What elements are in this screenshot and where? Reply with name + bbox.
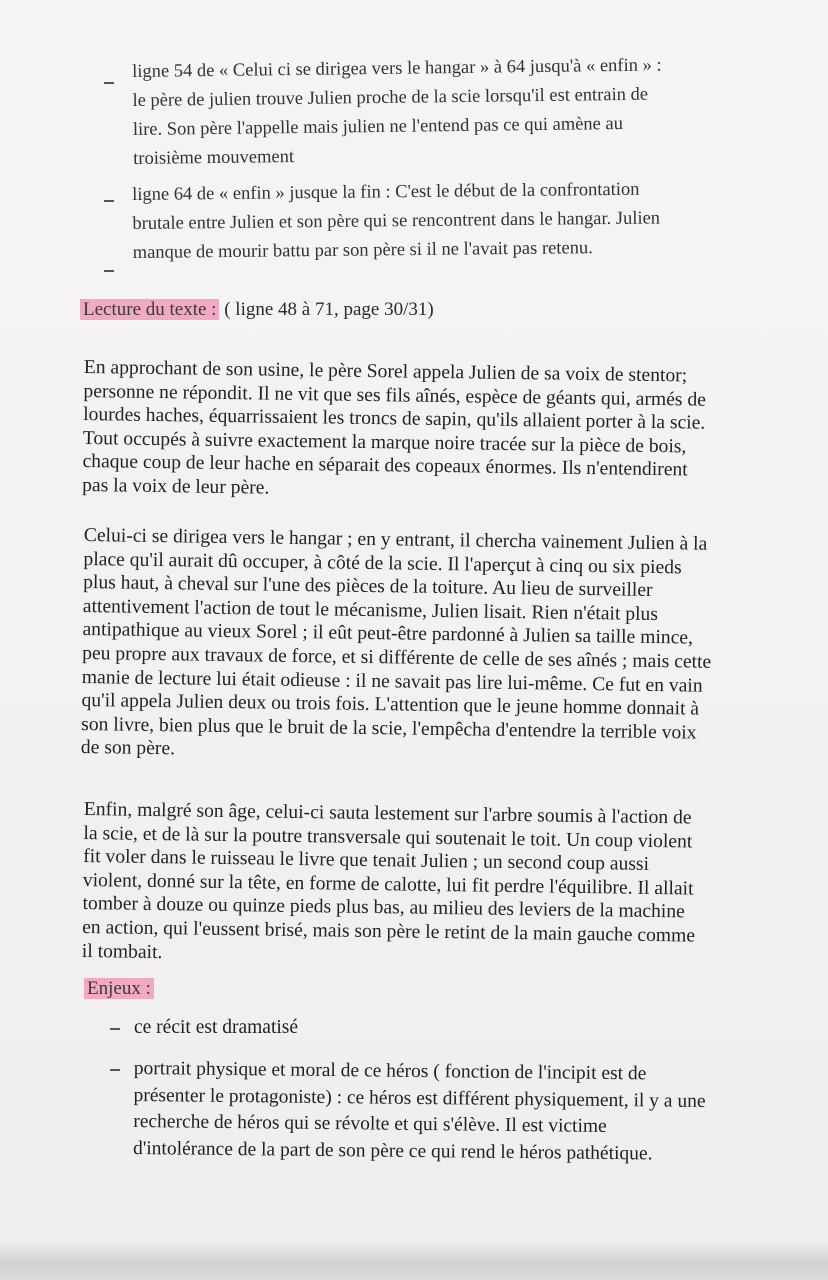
movement-line: troisième mouvement (133, 147, 295, 169)
passage-paragraph (80, 524, 764, 760)
dash-icon (110, 1028, 120, 1030)
movement-item (132, 181, 772, 268)
passage-line: place qu'il aurait dû occuper, à côté de la scie. Il l'aperçut à cinq ou six pieds (83, 548, 682, 578)
passage-line: il tombait. (81, 940, 163, 963)
dash-icon (110, 1069, 120, 1071)
scan-bottom-edge (0, 1242, 828, 1280)
passage-line: En approchant de son usine, le père Sorel appela Julien de sa voix de stentor; (83, 356, 688, 387)
passage-line: pas la voix de leur père. (82, 474, 270, 499)
reading-heading (80, 296, 434, 324)
passage-line: attentivement l'action de tout le mécanisme, Julien lisait. Rien n'était plus (82, 595, 659, 625)
passage-line: peu propre aux travaux de force, et si différente de celle de ses aînés ; mais cette (82, 642, 712, 673)
passage-line: antipathique au vieux Sorel ; il eût peut-être pardonné à Julien sa taille mince, (82, 619, 694, 649)
reading-label: Lecture du texte : (80, 299, 219, 320)
enjeux-item (134, 1056, 774, 1162)
enjeux-line: recherche de héros qui se révolte et qui s'élève. Il est victime (133, 1110, 607, 1137)
passage-line: en action, qui l'eussent brisé, mais son père le retint de la main gauche comme (82, 916, 696, 947)
enjeux-heading (84, 975, 154, 1003)
movement-line: manque de mourir battu par son père si il ne l'avait pas retenu. (132, 238, 593, 263)
passage-line: qu'il appela Julien deux ou trois fois. L'attention que le jeune homme donnait à (81, 690, 700, 720)
passage-line: la scie, et de là sur la poutre transversale qui soutenait le toit. Un coup violent (83, 822, 693, 853)
passage-line: violent, donné sur la tête, en forme de calotte, lui fit perdre l'équilibre. Il allait (82, 869, 694, 900)
dash-icon (104, 200, 114, 202)
enjeux-item (134, 1015, 764, 1042)
enjeux-line: présenter le protagoniste) : ce héros est différent physiquement, il y a une (133, 1084, 706, 1112)
passage-line: chaque coup de leur hache en séparait des copeaux énormes. Ils n'entendirent (82, 451, 688, 481)
passage-line: fit voler dans le ruisseau le livre que tenait Julien ; un second coup aussi (83, 846, 650, 876)
movement-line: le père de julien trouve Julien proche de la scie lorsqu'il est entrain de (132, 84, 649, 111)
passage-line: Celui-ci se dirigea vers le hangar ; en y entrant, il chercha vainement Julien à la (83, 524, 708, 555)
reading-reference: ( ligne 48 à 71, page 30/31) (224, 299, 434, 320)
movement-line: brutale entre Julien et son père qui se rencontrent dans le hangar. Julien (132, 208, 661, 234)
enjeux-label: Enjeux : (84, 978, 154, 999)
passage-line: plus haut, à cheval sur l'une des pièces de la toiture. Au lieu de surveiller (83, 572, 653, 602)
passage-paragraph (81, 798, 764, 963)
enjeux-line: portrait physique et moral de ce héros ( fonction de l'incipit est de (133, 1057, 647, 1085)
passage-paragraph (84, 356, 764, 498)
dash-icon (104, 82, 114, 84)
passage-line: de son père. (80, 737, 176, 760)
passage-line: son livre, bien plus que le bruit de la scie, l'empêcha d'entendre la terrible voix (81, 713, 697, 744)
passage-line: lourdes haches, équarrissaient les troncs de sapin, qu'ils allaient porter à la scie. (83, 404, 706, 434)
passage-line: tomber à douze ou quinze pieds plus bas, au milieu des leviers de la machine (82, 893, 685, 923)
passage-line: Tout occupés à suivre exactement la marque noire tracée sur la pièce de bois, (82, 427, 687, 458)
passage-line: Enfin, malgré son âge, celui-ci sauta lestement sur l'arbre soumis à l'action de (83, 798, 692, 829)
passage-line: personne ne répondit. Il ne vit que ses fils aînés, espèce de géants qui, armés de (83, 380, 707, 411)
enjeux-line: d'intolérance de la part de son père ce qui rend le héros pathétique. (132, 1137, 653, 1164)
dash-icon (104, 270, 114, 272)
movement-line: ligne 54 de « Celui ci se dirigea vers le hangar » à 64 jusqu'à « enfin » : (132, 55, 662, 82)
movement-item (132, 55, 772, 174)
enjeux-line: ce récit est dramatisé (134, 1017, 299, 1038)
passage-line: manie de lecture lui était odieuse : il ne savait pas lire lui-même. Ce fut en vain (81, 666, 703, 697)
movement-line: lire. Son père l'appelle mais julien ne l'entend pas ce qui amène au (132, 114, 624, 140)
movement-line: ligne 64 de « enfin » jusque la fin : C'est le début de la confrontation (132, 179, 640, 205)
